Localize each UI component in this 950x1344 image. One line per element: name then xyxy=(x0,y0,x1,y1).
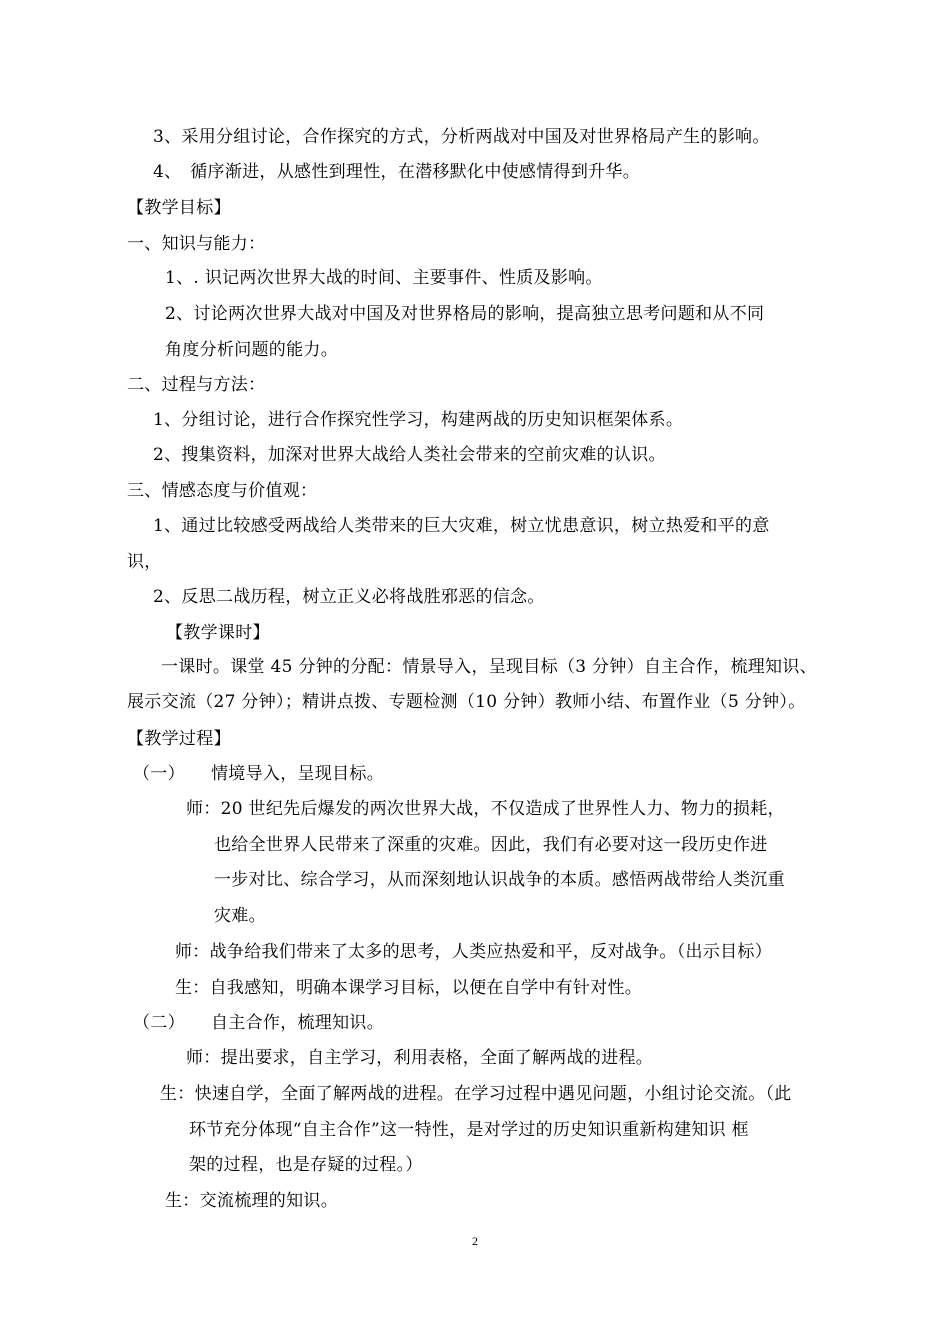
section-heading: 【教学目标】 xyxy=(127,198,231,218)
text-line: 一课时。课堂 45 分钟的分配：情景导入，呈现目标（3 分钟）自主合作，梳理知识、 xyxy=(161,657,817,677)
subsection-heading: 三、情感态度与价值观： xyxy=(127,481,318,501)
text-line: 2、讨论两次世界大战对中国及对世界格局的影响，提高独立思考问题和从不同 xyxy=(165,304,765,324)
text-line: 一步对比、综合学习，从而深刻地认识战争的本质。感悟两战带给人类沉重 xyxy=(214,870,785,890)
text-line: 2、反思二战历程，树立正义必将战胜邪恶的信念。 xyxy=(153,587,545,607)
text-line: 3、采用分组讨论，合作探究的方式，分析两战对中国及对世界格局产生的影响。 xyxy=(153,127,770,147)
text-line: 架的过程，也是存疑的过程。） xyxy=(189,1155,423,1175)
text-line: 识， xyxy=(127,552,162,572)
subsection-heading: （一） 情境导入，呈现目标。 xyxy=(133,764,384,784)
text-line: 师：20 世纪先后爆发的两次世界大战，不仅造成了世界性人力、物力的损耗， xyxy=(186,799,785,819)
text-line: 灾难。 xyxy=(214,906,266,926)
text-line: 生：快速自学，全面了解两战的进程。在学习过程中遇见问题，小组讨论交流。（此 xyxy=(160,1084,792,1104)
subsection-heading: 一、知识与能力： xyxy=(127,234,266,254)
text-line: 2、搜集资料，加深对世界大战给人类社会带来的空前灾难的认识。 xyxy=(153,445,666,465)
text-line: 也给全世界人民带来了深重的灾难。因此，我们有必要对这一段历史作进 xyxy=(214,835,768,855)
text-line: 1、分组讨论，进行合作探究性学习，构建两战的历史知识框架体系。 xyxy=(153,410,684,430)
section-heading: 【教学过程】 xyxy=(127,729,231,749)
text-line: 生：交流梳理的知识。 xyxy=(165,1191,338,1211)
text-line: 师：战争给我们带来了太多的思考，人类应热爱和平，反对战争。（出示目标） xyxy=(175,942,772,962)
text-line: 师：提出要求，自主学习，利用表格，全面了解两战的进程。 xyxy=(186,1048,654,1068)
subsection-heading: 二、过程与方法： xyxy=(127,375,266,395)
text-line: 生：自我感知，明确本课学习目标，以便在自学中有针对性。 xyxy=(175,978,643,998)
text-line: 展示交流（27 分钟）；精讲点拨、专题检测（10 分钟）教师小结、布置作业（5 分钟）。 xyxy=(127,692,806,712)
text-line: 1、通过比较感受两战给人类带来的巨大灾难，树立忧患意识，树立热爱和平的意 xyxy=(153,516,770,536)
subsection-heading: （二） 自主合作，梳理知识。 xyxy=(133,1013,384,1033)
text-line: 角度分析问题的能力。 xyxy=(165,340,338,360)
section-heading: 【教学课时】 xyxy=(166,623,270,643)
page-number: 2 xyxy=(472,1234,478,1248)
text-line: 1、. 识记两次世界大战的时间、主要事件、性质及影响。 xyxy=(165,268,603,288)
text-line: 环节充分体现“自主合作”这一特性，是对学过的历史知识重新构建知识 框 xyxy=(189,1120,749,1140)
text-line: 4、 循序渐进，从感性到理性，在潜移默化中使感情得到升华。 xyxy=(153,162,641,182)
